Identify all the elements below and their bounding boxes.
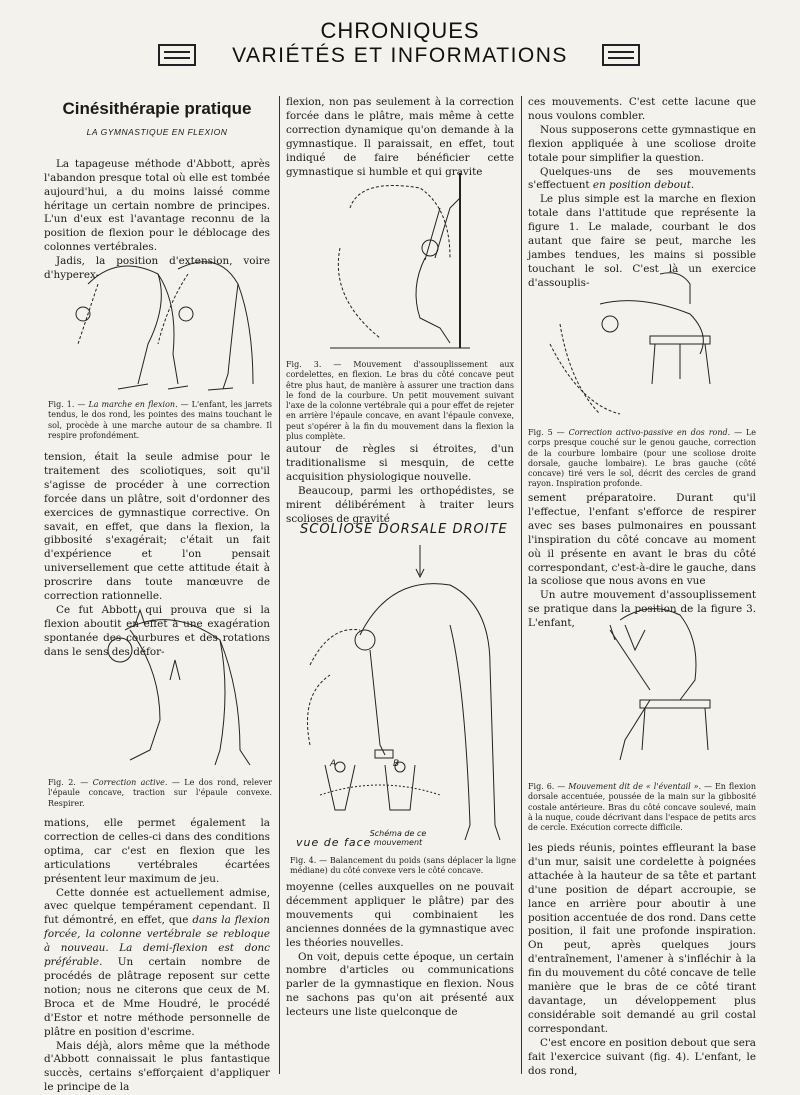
figure-6-number: Fig. 6. — [528, 782, 565, 791]
figure-5-number: Fig. 5 — [528, 428, 565, 437]
paragraph [44, 887, 270, 1040]
paragraph: Jadis, la position d'extension, voire d'hyperex- [44, 255, 270, 283]
article-title: Cinésithérapie pratique [44, 102, 270, 116]
figure-4-label-b: B [393, 759, 399, 769]
header-varietes: VARIÉTÉS ET INFORMATIONS [0, 42, 800, 70]
figure-6-text: — En flexion dorsale accentuée, poussée de la main sur la gibbosité costale antérieure. Bras du côté concave soulevé, main à la nuque, coude décrivant dans l'espace de petits arcs de cercle. Exécution correcte difficile. [528, 782, 756, 832]
column-3-top [528, 96, 756, 291]
paragraph: moyenne (celles auxquelles on ne pouvait décemment appliquer le plâtre) par des mouvements qui combinaient les anciennes données de la gymnastique avec les théories nouvelles. [286, 881, 514, 951]
figure-6-title: Mouvement dit de « l'éventail ». [568, 782, 701, 791]
paragraph: Ce fut Abbott qui prouva que si la flexion aboutit en effet à une exagération spontanée des courbures et des rotations dans le sens des défor- [44, 604, 270, 660]
figure-1-text: — L'enfant, les jarrets tendus, le dos rond, les pointes des mains touchant le sol, procède à une marche autour de sa chambre. Il respire profondément. [48, 400, 272, 440]
figure-1-caption [48, 400, 272, 441]
figure-2-caption [48, 778, 272, 809]
column-1-bottom [44, 817, 270, 1095]
figure-6-caption [528, 782, 756, 833]
text-run: Cette donnée est actuellement admise, avec quelque tempérament cependant. Il fut démontré, en effet, que [44, 887, 270, 927]
paragraph [528, 166, 756, 194]
column-3-bottom [528, 842, 756, 1078]
left-ornament-icon [158, 44, 196, 66]
figure-2-text: — Le dos rond, relever l'épaule concave, traction sur l'épaule convexe. Respirer. [48, 778, 272, 808]
paragraph: autour de règles si étroites, d'un traditionalisme si mesquin, de cette acquisition physiologique nouvelle. [286, 443, 514, 485]
figure-2-title: Correction active. [93, 778, 168, 787]
paragraph: sement préparatoire. Durant qu'il l'effectue, l'enfant s'efforce de respirer avec ses bases pulmonaires en poussant l'inspiration du côté concave au moment où il présente en avant le bras du côté correspondant, c'est-à-dire le gauche, dans la scoliose que nous avons en vue [528, 492, 756, 589]
column-rule [279, 96, 280, 1074]
figure-4-caption: Fig. 4. — Balancement du poids (sans déplacer la ligne médiane) du côté convexe vers le côté concave. [290, 856, 516, 877]
figure-3-caption: Fig. 3. — Mouvement d'assouplissement aux cordelettes, en flexion. Le bras du côté concave peut être plus haut, de manière à assurer une traction dans le fond de la courbure. Un petit mouvement suivant l'axe de la colonne vertébrale qui a pour effet de rejeter en arrière l'épaule concave, en avant l'épaule convexe, peut s'opérer à la fin du mouvement dans la flexion la plus complète. [286, 360, 514, 442]
paragraph: tension, était la seule admise pour le traitement des scoliotiques, soit qu'il s'agisse de procéder à une correction forcée dans un plâtre, soit d'ordonner des exercices de gymnastique corrective. On savait, en effet, que dans la flexion, la gibbosité s'exagérait; c'était un fait d'expérience et l'on pensait universellement que cette attitude était à proscrire dans toute manœuvre de correction rationnelle. [44, 451, 270, 604]
paragraph: les pieds réunis, pointes effleurant la base d'un mur, saisit une cordelette à poignées attachée à la hauteur de sa tête et partant d'une position de départ accroupie, se lance en arrière pour aboutir à une position accentuée de dos rond. Dans cette position, il fait une profonde inspiration. On peut, après quelques jours d'entraînement, l'amener à s'infléchir à la fin du mouvement du côté concave de telle manière que le bras de ce côté tirant davantage, un développement plus considérable soit demandé au gril costal correspondant. [528, 842, 756, 1037]
right-ornament-icon [602, 44, 640, 66]
italic-run: en position debout [593, 179, 691, 191]
figure-6-drawing [590, 600, 740, 770]
paragraph: Beaucoup, parmi les orthopédistes, se mirent délibérément à traiter leurs scolioses de gravité [286, 485, 514, 527]
article-subtitle: LA GYMNASTIQUE EN FLEXION [44, 126, 270, 140]
figure-5-caption [528, 428, 756, 490]
paragraph: C'est encore en position debout que sera fait l'exercice suivant (fig. 4). L'enfant, le dos rond, [528, 1037, 756, 1079]
paragraph: ces mouvements. C'est cette lacune que nous voulons combler. [528, 96, 756, 124]
paragraph: Nous supposerons cette gymnastique en flexion appliquée à une scoliose droite totale pour simplifier la question. [528, 124, 756, 166]
figure-4-front-view-label: vue de face [296, 836, 371, 849]
figure-4-drawing [290, 545, 515, 863]
header-chroniques: CHRONIQUES [0, 20, 800, 42]
text-run: . [691, 179, 694, 191]
paragraph: Un autre mouvement d'assouplissement se pratique dans la position de la figure 3. L'enfant, [528, 589, 756, 631]
text-run: . Un certain nombre de procédés de plâtrage reposent sur cette notion; nous ne citerons que ceux de M. Broca et de Mme Houdré, le procédé d'Estor et notre méthode personnelle de plâtre en position d'escrime. [44, 956, 270, 1038]
figure-4-label-a: A [330, 759, 336, 769]
figure-1-number: Fig. 1. — [48, 400, 85, 409]
paragraph: La tapageuse méthode d'Abbott, après l'abandon presque total où elle est tombée aujourd'hui, a du moins laissé comme héritage un certain nombre de principes. L'un d'eux est l'avantage reconnu de la position de flexion pour le déblocage des colonnes vertébrales. [44, 158, 270, 255]
paragraph: mations, elle permet également la correction de celles-ci dans des conditions optima, car c'est en flexion que les articulations vertébrales écartées présentent leur maximum de jeu. [44, 817, 270, 887]
column-rule [521, 96, 522, 1074]
column-2-bottom [286, 881, 514, 1020]
text-run: Quelques-uns de ses mouvements s'effectuent [528, 166, 756, 192]
column-2-middle [286, 443, 514, 526]
figure-5-text: — Le corps presque couché sur le genou gauche, correction de la courbure lombaire (pour une scoliose droite dorsale, gauche lombaire). Le bras gauche (côté concave) tiré vers le sol, décrit des cercles de grand rayon. Inspiration profonde. [528, 428, 756, 488]
figure-5-drawing [540, 264, 755, 424]
italic-run: dans la flexion forcée, la colonne vertébrale se rebloque à nouveau. La demi-flexion est donc préférable [44, 914, 270, 968]
column-2-top [286, 96, 514, 179]
figure-1-title: La marche en flexion. [88, 400, 177, 409]
figure-4-heading: SCOLIOSE DORSALE DROITE [300, 522, 508, 537]
figure-5-title: Correction activo-passive en dos rond. [569, 428, 731, 437]
figure-2-drawing [90, 600, 260, 768]
paragraph: flexion, non pas seulement à la correction forcée dans le plâtre, mais même à cette correction dynamique qu'on demande à la gymnastique. Il paraissait, en effet, tout indiqué de faire bénéficier cette gymnastique si humble et qui gravite [286, 96, 514, 179]
paragraph: On voit, depuis cette époque, un certain nombre d'articles ou communications parler de la gymnastique en flexion. Nous ne sachons pas qu'on ait présenté aux lecteurs une liste quelconque de [286, 951, 514, 1021]
paragraph: Mais déjà, alors même que la méthode d'Abbott connaissait le plus fantastique succès, certains s'efforçaient d'appliquer le principe de la [44, 1040, 270, 1095]
figure-1-drawing [58, 244, 268, 394]
figure-4-schema-label: Schéma de ce mouvement [358, 829, 438, 847]
figure-2-number: Fig. 2. — [48, 778, 88, 787]
figure-3-drawing [320, 168, 500, 358]
page-header [0, 20, 800, 70]
paragraph: Le plus simple est la marche en flexion totale dans l'attitude que représente la figure 1. Le malade, courbant le dos autant que faire se peut, marche les jambes tendues, les mains si possible touchant le sol. C'est là un exercice d'assouplis- [528, 193, 756, 290]
